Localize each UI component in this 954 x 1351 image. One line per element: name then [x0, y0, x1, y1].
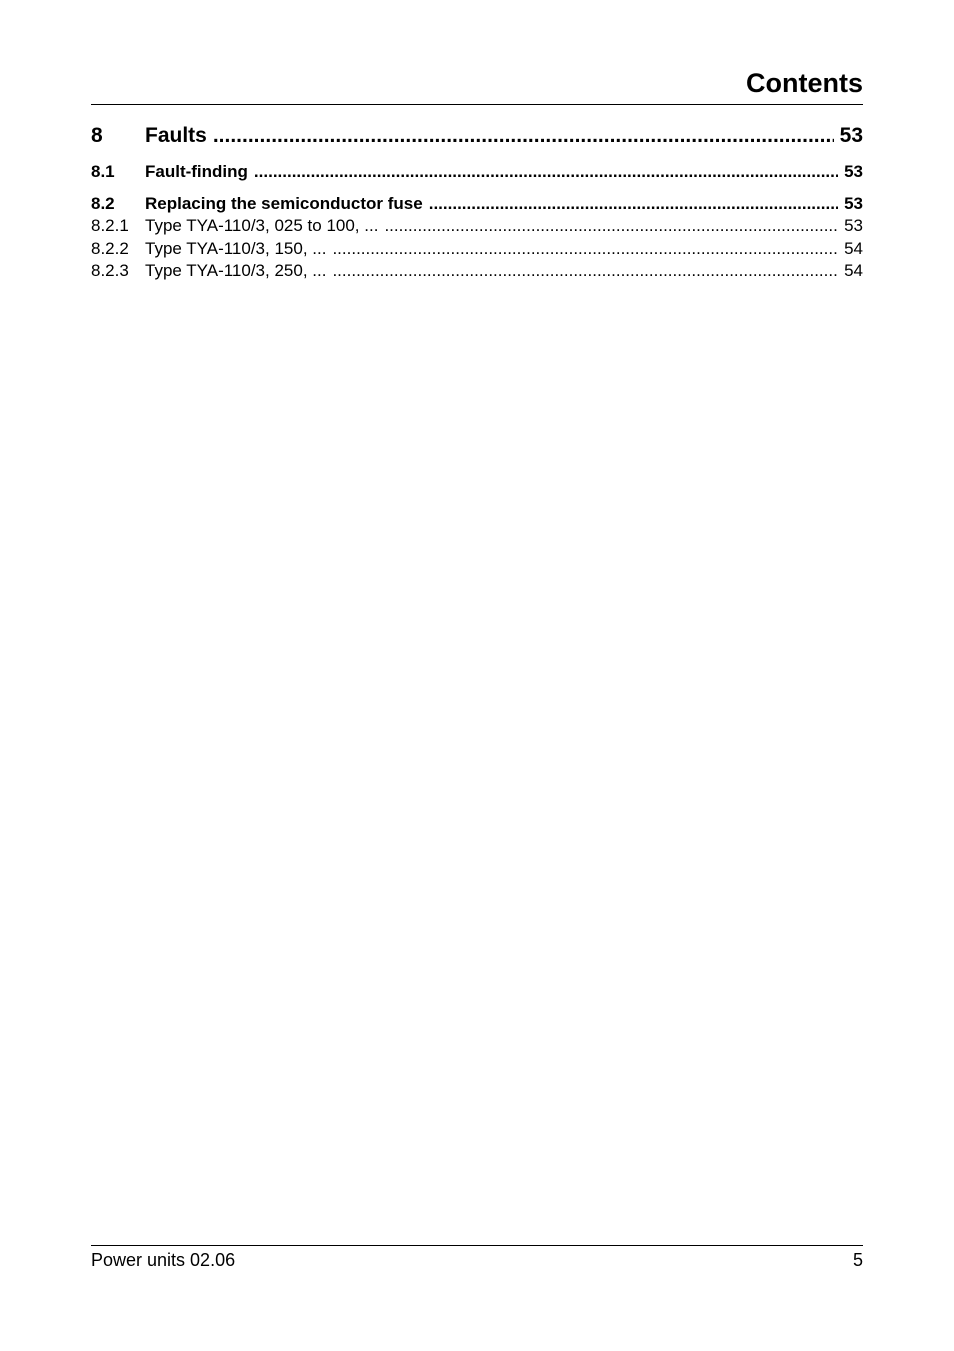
- toc-number: 8.2.2: [91, 239, 129, 258]
- toc-number: 8.2.3: [91, 261, 129, 280]
- toc-title: Faults: [145, 124, 207, 147]
- toc-entry-8[interactable]: [91, 123, 863, 149]
- toc-page-number: 53: [844, 194, 863, 213]
- toc-number: 8.2: [91, 194, 115, 213]
- page-title: Contents: [746, 68, 863, 98]
- toc-leader-dots: [254, 161, 838, 183]
- toc-title: Replacing the semiconductor fuse: [145, 194, 423, 213]
- footer-document-name: Power units 02.06: [91, 1250, 236, 1270]
- toc-entry-8-2-2[interactable]: [91, 238, 863, 260]
- toc-title: Fault-finding: [145, 162, 248, 181]
- toc-entry-8-1[interactable]: [91, 161, 863, 183]
- toc-entry-8-2[interactable]: [91, 193, 863, 215]
- toc-entry-8-2-3[interactable]: [91, 260, 863, 282]
- toc-page-number: 53: [844, 216, 863, 235]
- toc-page-number: 53: [839, 124, 863, 147]
- toc-leader-dots: [332, 260, 838, 282]
- toc-number: 8.2.1: [91, 216, 129, 235]
- toc-entry-8-2-1[interactable]: [91, 215, 863, 237]
- toc-title: Type TYA-110/3, 025 to 100, ...: [145, 216, 379, 235]
- toc-title: Type TYA-110/3, 250, ...: [145, 261, 327, 280]
- toc-leader-dots: [332, 238, 838, 260]
- toc-number: 8.1: [91, 162, 115, 181]
- footer-rule: [91, 1245, 863, 1246]
- header-rule: [91, 104, 863, 105]
- toc-page-number: 53: [844, 162, 863, 181]
- toc-leader-dots: [429, 193, 838, 215]
- toc-page-number: 54: [844, 261, 863, 280]
- toc-leader-dots: [384, 215, 838, 237]
- toc-leader-dots: [213, 123, 834, 149]
- toc-title: Type TYA-110/3, 150, ...: [145, 239, 327, 258]
- toc-page-number: 54: [844, 239, 863, 258]
- toc-number: 8: [91, 124, 103, 147]
- footer-page-number: 5: [852, 1250, 863, 1270]
